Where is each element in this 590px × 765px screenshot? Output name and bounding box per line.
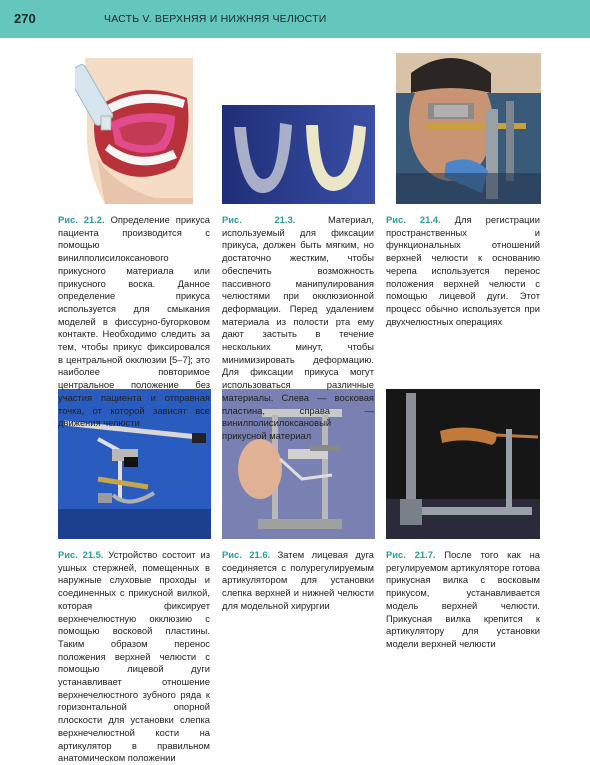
caption-text: Для регистрации пространственных и функциональных отношений верхней челюсти к основанию черепа используется перенос положения верхней челюсти с помощью лицевой дуги. Этот процесс обычно используется при двухчелюстных операциях: [386, 214, 541, 327]
figure-21-4-caption: [386, 214, 540, 328]
figure-21-7-image: [386, 389, 540, 539]
figure-label: Рис. 21.5.: [58, 549, 104, 560]
caption-text: После того как на регулируемом артикуляторе готова прикусная вилка с восковым прикусом, устанавливается модель верхней челюсти. Прикусная вилка крепится к артикулятору для установки модели верхней челюсти: [386, 549, 540, 649]
figure-21-5-caption: [58, 549, 210, 765]
caption-text: Определение прикуса пациента производится с помощью винилполисилоксанового прикусного материала или прикусного воска. Данное определение прикуса используется для смыкания моделей в фиссурно-бугорковом контакте. Необходимо следить за тем, чтобы прикус фиксировался в центральной окклюзии [5–7]; это наиболее повторимое центральное положение без участия пациента и отправная точка, от которой зависят все движения челюсти: [58, 214, 210, 429]
figure-21-3-image: [222, 105, 375, 204]
figure-label: Рис. 21.7.: [386, 549, 436, 560]
caption-text: Устройство состоит из ушных стержней, помещенных в наружные слуховые проходы и соединенных с прикусной вилкой, которая фиксирует верхнечелюстную окклюзию с помощью восковой пластины. Таким образом перенос положения верхней челюсти с помощью лицевой дуги устанавливает отношение верхнечелюстного зубного ряда к горизонтальной опорной плоскости для установки слепка верхнечелюстной кости на артикулятор в правильном анатомическом положении: [58, 549, 211, 764]
figure-21-6-caption: [222, 549, 374, 613]
caption-text: Материал, используемый для фиксации прикуса, должен быть мягким, но достаточно жестким, чтобы обеспечить возможность пассивного манипулирования челюстями при окклюзионной деформации. Перед удалением материала из полости рта ему дают застыть в течение нескольких минут, чтобы минимизировать деформацию. Для фиксации прикуса могут использоваться различные материалы. Слева — восковая пластина, справа — винилполисилоксановый прикусной материал: [222, 214, 375, 441]
figure-label: Рис. 21.3.: [222, 214, 296, 225]
figure-label: Рис. 21.4.: [386, 214, 441, 225]
figure-label: Рис. 21.6.: [222, 549, 271, 560]
figure-label: Рис. 21.2.: [58, 214, 105, 225]
figure-21-7-caption: [386, 549, 540, 651]
chapter-title: ЧАСТЬ V. ВЕРХНЯЯ И НИЖНЯЯ ЧЕЛЮСТИ: [104, 13, 327, 25]
figure-21-2-image: [75, 58, 193, 204]
page-number: 270: [14, 11, 36, 26]
caption-text: Затем лицевая дуга соединяется с полурегулируемым артикулятором для установки слепка верхней и нижней челюсти для модельной хирургии: [222, 549, 374, 611]
page-header: [0, 0, 590, 38]
figure-21-2-caption: [58, 214, 210, 430]
figure-21-4-image: [396, 53, 541, 204]
figure-21-3-caption: [222, 214, 374, 443]
